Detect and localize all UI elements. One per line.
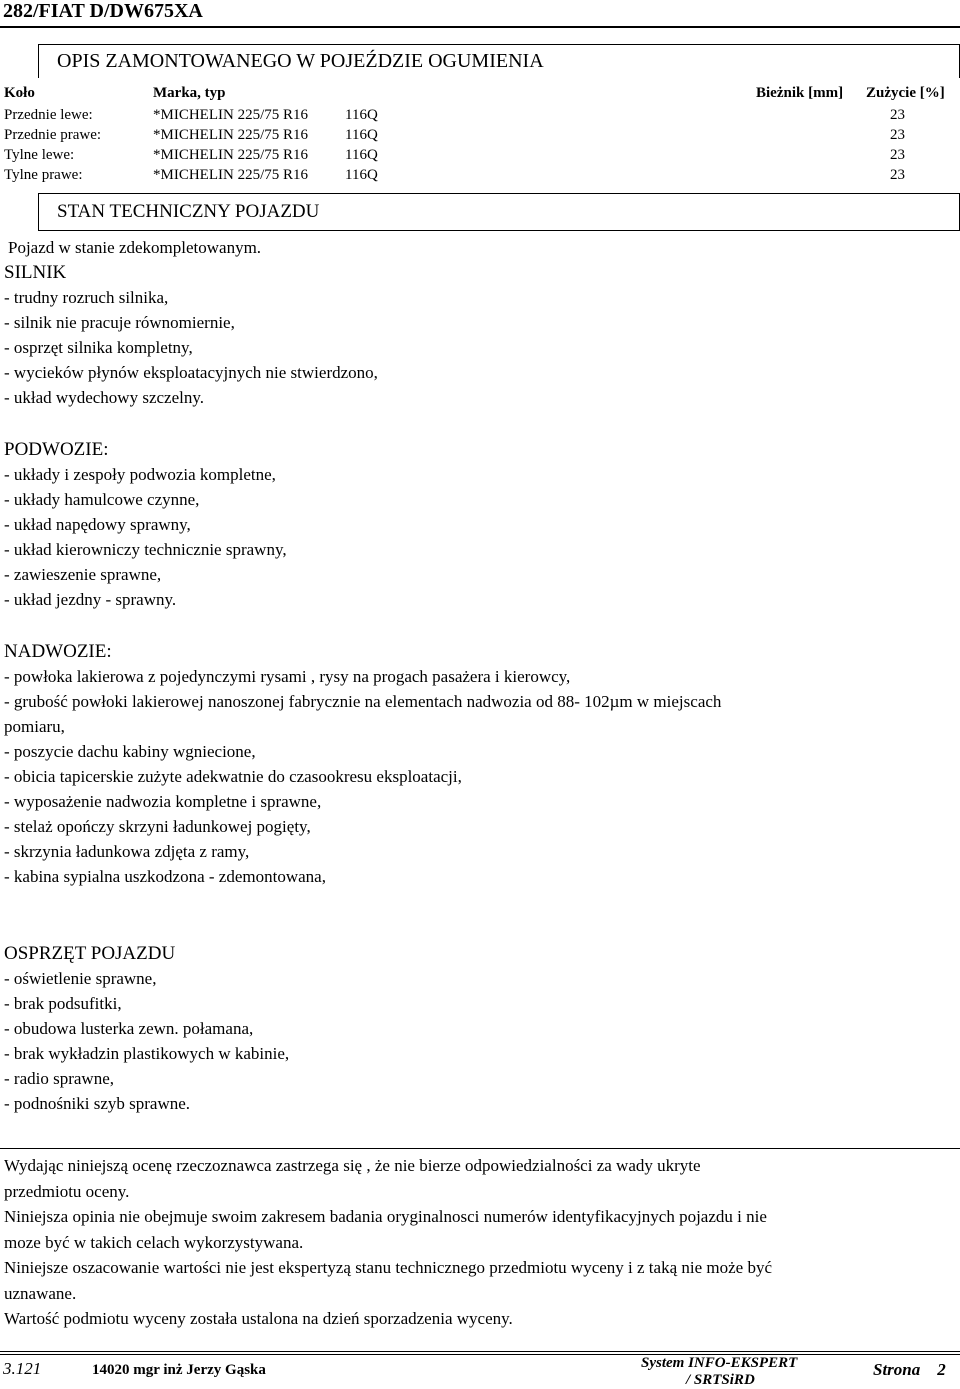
list-item: - obudowa lusterka zewn. połamana,	[4, 1019, 254, 1038]
list-item: - skrzynia ładunkowa zdjęta z ramy,	[4, 842, 250, 861]
list-item: - podnośniki szyb sprawne.	[4, 1094, 191, 1113]
disclaimer-line: Wartość podmiotu wyceny została ustalona na dzień sporzadzenia wyceny.	[4, 1309, 513, 1328]
tire-wear-cell: 23	[890, 107, 905, 123]
tire-brand-cell: *MICHELIN 225/75 R16	[153, 107, 308, 123]
list-item: - wycieków płynów eksploatacyjnych nie stwierdzono,	[4, 363, 378, 382]
list-item: - poszycie dachu kabiny wgniecione,	[4, 742, 256, 761]
list-item: - radio sprawne,	[4, 1069, 114, 1088]
footer-page-number: Strona 2	[873, 1360, 946, 1379]
state-subtitle: Pojazd w stanie zdekompletowanym.	[8, 238, 262, 257]
list-item: - oświetlenie sprawne,	[4, 969, 157, 988]
list-item: - wyposażenie nadwozia kompletne i sprawne,	[4, 792, 322, 811]
document-id: 282/FIAT D/DW675XA	[3, 0, 203, 22]
section-heading-chassis: PODWOZIE:	[4, 439, 109, 460]
list-item: - obicia tapicerskie zużyte adekwatnie do czasookresu eksploatacji,	[4, 767, 462, 786]
list-item: - układy i zespoły podwozia kompletne,	[4, 465, 276, 484]
list-item: - brak wykładzin plastikowych w kabinie,	[4, 1044, 290, 1063]
footer-system-name: System INFO-EKSPERT	[641, 1355, 798, 1371]
footer-author: 14020 mgr inż Jerzy Gąska	[92, 1362, 266, 1378]
state-section-title: STAN TECHNICZNY POJAZDU	[57, 201, 320, 222]
tires-section-title: OPIS ZAMONTOWANEGO W POJEŹDZIE OGUMIENIA	[57, 50, 544, 72]
disclaimer-line: Niniejsze oszacowanie wartości nie jest ekspertyzą stanu technicznego przedmiotu wyceny i z taką nie może być	[4, 1258, 772, 1277]
col-header-wear: Zużycie [%]	[866, 85, 945, 101]
list-item: - układ napędowy sprawny,	[4, 515, 191, 534]
disclaimer-line: Niniejsza opinia nie obejmuje swoim zakresem badania oryginalnosci numerów identyfikacyjnych pojazdu i nie	[4, 1207, 767, 1226]
list-item: - osprzęt silnika kompletny,	[4, 338, 193, 357]
disclaimer-line: moze być w takich celach wykorzystywana.	[4, 1233, 304, 1252]
tire-brand-cell: *MICHELIN 225/75 R16	[153, 167, 308, 183]
list-item: - brak podsufitki,	[4, 994, 122, 1013]
list-item: - zawieszenie sprawne,	[4, 565, 162, 584]
list-item: - trudny rozruch silnika,	[4, 288, 169, 307]
tire-code-cell: 116Q	[345, 127, 378, 143]
col-header-brand: Marka, typ	[153, 85, 226, 101]
tire-wear-cell: 23	[890, 147, 905, 163]
list-item: - układy hamulcowe czynne,	[4, 490, 200, 509]
tire-wear-cell: 23	[890, 127, 905, 143]
footer-version: 3.121	[3, 1359, 42, 1378]
list-item: pomiaru,	[4, 717, 65, 736]
col-header-tread: Bieżnik [mm]	[756, 85, 844, 101]
list-item: - powłoka lakierowa z pojedynczymi rysami , rysy na progach pasażera i kierowcy,	[4, 667, 571, 686]
list-item: - stelaż opończy skrzyni ładunkowej pogięty,	[4, 817, 311, 836]
tire-wheel-cell: Tylne lewe:	[4, 147, 75, 163]
top-divider	[0, 26, 960, 28]
tire-wheel-cell: Przednie prawe:	[4, 127, 102, 143]
tire-brand-cell: *MICHELIN 225/75 R16	[153, 147, 308, 163]
footer-divider	[0, 1351, 960, 1352]
disclaimer-divider	[0, 1148, 960, 1149]
list-item: - układ jezdny - sprawny.	[4, 590, 177, 609]
list-item: - silnik nie pracuje równomiernie,	[4, 313, 235, 332]
disclaimer-line: Wydając niniejszą ocenę rzeczoznawca zastrzega się , że nie bierze odpowiedzialności za wady ukryte	[4, 1156, 701, 1175]
disclaimer-line: przedmiotu oceny.	[4, 1182, 130, 1201]
tire-wheel-cell: Przednie lewe:	[4, 107, 93, 123]
section-heading-equipment: OSPRZĘT POJAZDU	[4, 943, 176, 964]
disclaimer-line: uznawane.	[4, 1284, 77, 1303]
tire-wheel-cell: Tylne prawe:	[4, 167, 83, 183]
tire-brand-cell: *MICHELIN 225/75 R16	[153, 127, 308, 143]
footer-system-code: / SRTSiRD	[686, 1372, 755, 1388]
section-heading-body: NADWOZIE:	[4, 641, 112, 662]
section-heading-engine: SILNIK	[4, 262, 67, 283]
list-item: - układ wydechowy szczelny.	[4, 388, 204, 407]
col-header-wheel: Koło	[4, 85, 35, 101]
tire-code-cell: 116Q	[345, 147, 378, 163]
tire-code-cell: 116Q	[345, 167, 378, 183]
tire-wear-cell: 23	[890, 167, 905, 183]
list-item: - układ kierowniczy technicznie sprawny,	[4, 540, 287, 559]
tire-code-cell: 116Q	[345, 107, 378, 123]
footer-divider-second	[0, 1354, 960, 1355]
list-item: - kabina sypialna uszkodzona - zdemontowana,	[4, 867, 326, 886]
list-item: - grubość powłoki lakierowej nanoszonej fabrycznie na elementach nadwozia od 88- 102µm w miejscach	[4, 692, 722, 711]
